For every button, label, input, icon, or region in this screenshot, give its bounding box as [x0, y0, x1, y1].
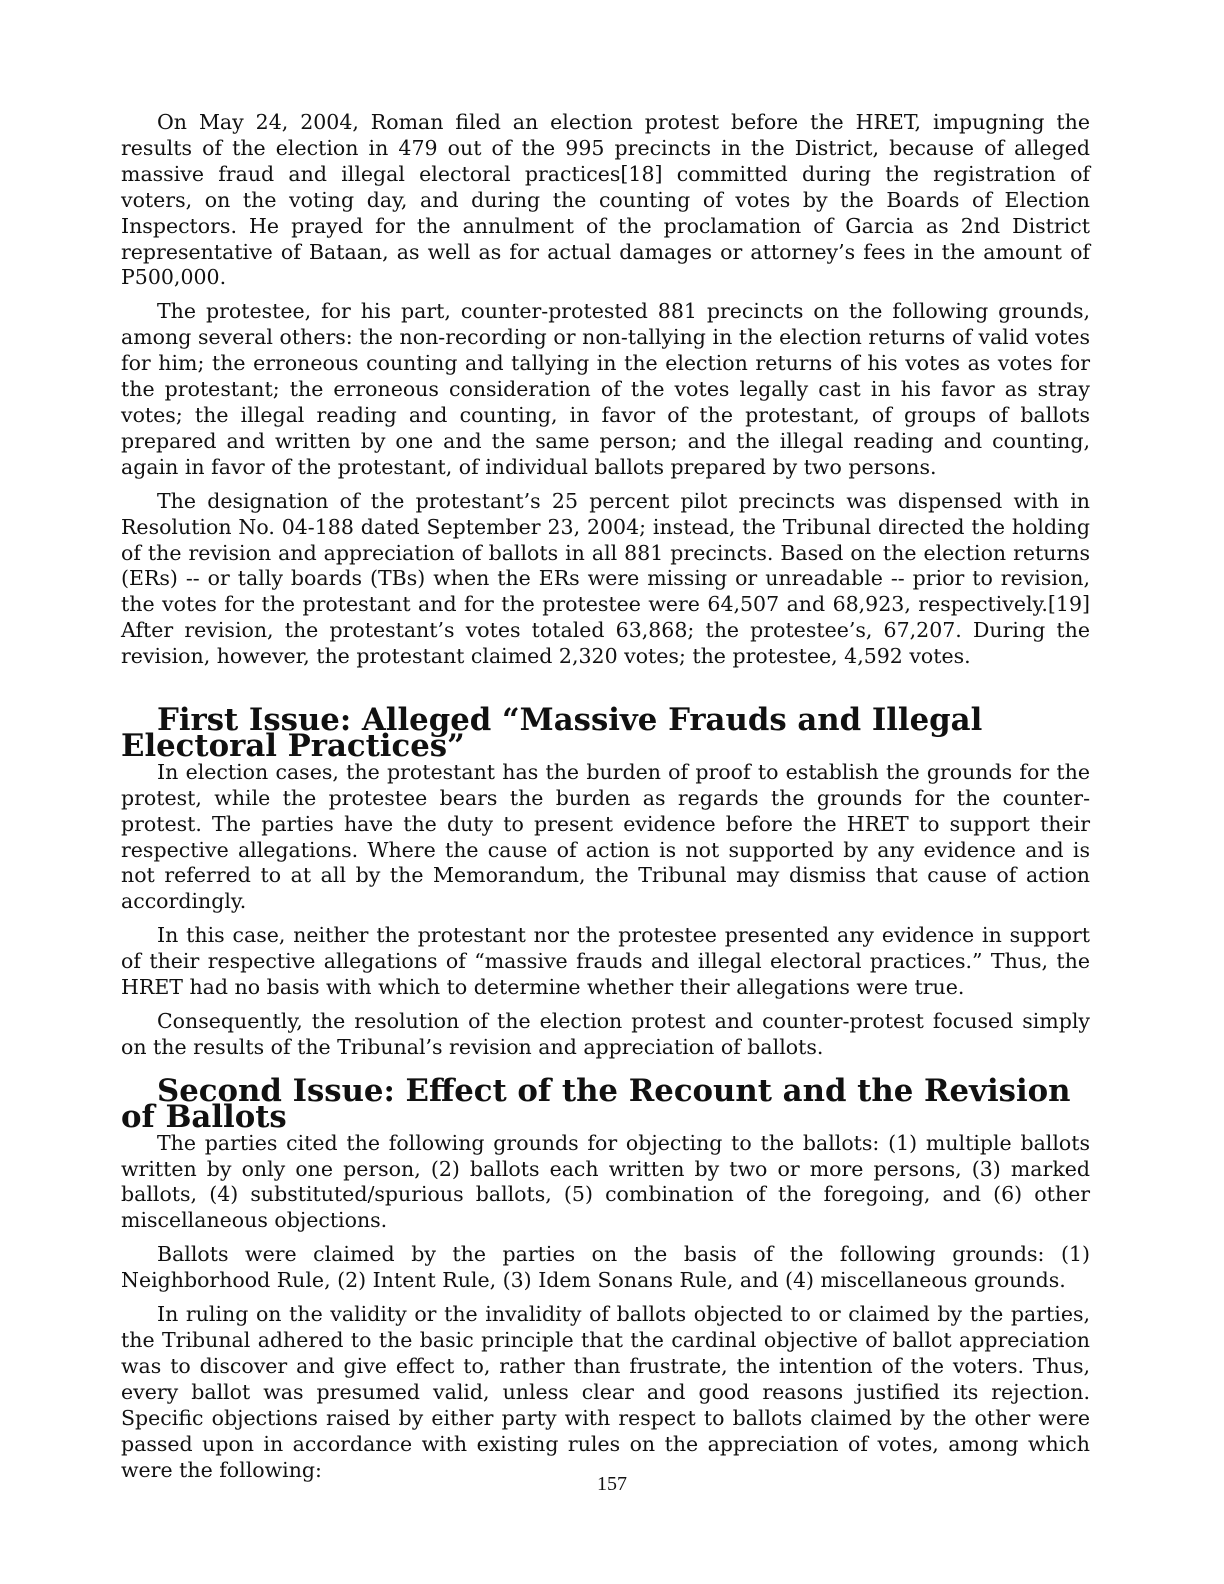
paragraph-burden-of-proof: In election cases, the protestant has the burden of proof to establish the grounds for the protest, while the protestee bears the burden as regards the grounds for the counter-protest. The parties have the duty to present evidence before the HRET to support their respective allegations. Where the cause of action is not supported by any evidence and is not referred to at all by the Memorandum, the Tribunal may dismiss that cause of action accordingly. — [121, 759, 1090, 914]
first-issue-heading: First Issue: Alleged “Massive Frauds and Illegal Electoral Practices” — [121, 702, 983, 764]
second-issue-heading: Second Issue: Effect of the Recount and the Revision of Ballots — [121, 1072, 1071, 1135]
page-number: 157 — [597, 1473, 627, 1495]
paragraph-no-evidence: In this case, neither the protestant nor the protestee presented any evidence in support of their respective allegations of “massive frauds and illegal electoral practices.” Thus, the HRET had no basis with which to determine whether their allegations were true. — [121, 923, 1090, 1000]
paragraph-consequently: Consequently, the resolution of the election protest and counter-protest focused simply on the results of the Tribunal’s revision and appreciation of ballots. — [121, 1009, 1090, 1059]
paragraph-ballot-validity: In ruling on the validity or the invalidity of ballots objected to or claimed by the parties, the Tribunal adhered to the basic principle that the cardinal objective of ballot appreciation was to discover and give effect to, rather than frustrate, the intention of the voters. Thus, every ballot was presumed valid, unless clear and good reasons justified its rejection. Specific objections raised by either party with respect to ballots claimed by the other were passed upon in accordance with existing rules on the appreciation of votes, among which were the following: — [121, 1302, 1090, 1482]
paragraph-counter-protest: The protestee, for his part, counter-protested 881 precincts on the following grounds, among several others: the non-recording or non-tallying in the election returns of valid votes for him; the erroneous counting and tallying in the election returns of his votes as votes for the protestant; the erroneous consideration of the votes legally cast in his favor as stray votes; the illegal reading and counting, in favor of the protestant, of groups of ballots prepared and written by one and the same person; and the illegal reading and counting, again in favor of the protestant, of individual ballots prepared by two persons. — [121, 299, 1090, 479]
paragraph-claim-grounds: Ballots were claimed by the parties on the basis of the following grounds: (1) Neighborhood Rule, (2) Intent Rule, (3) Idem Sonans Rule, and (4) miscellaneous grounds. — [121, 1242, 1090, 1293]
paragraph-pilot-precincts: The designation of the protestant’s 25 percent pilot precincts was dispensed with in Resolution No. 04-188 dated September 23, 2004; instead, the Tribunal directed the holding of the revision and appreciation of ballots in all 881 precincts. Based on the election returns (ERs) -- or tally boards (TBs) when the ERs were missing or unreadable -- prior to revision, the votes for the protestant and for the protestee were 64,507 and 68,923, respectively.[19] After revision, the protestant’s votes totaled 63,868; the protestee’s, 67,207. During the revision, however, the protestant claimed 2,320 votes; the protestee, 4,592 votes. — [121, 488, 1090, 669]
document-page — [121, 110, 1090, 1491]
paragraph-objection-grounds: The parties cited the following grounds for objecting to the ballots: (1) multiple ballots written by only one person, (2) ballots each written by two or more persons, (3) marked ballots, (4) substituted/spurious ballots, (5) combination of the foregoing, and (6) other miscellaneous objections. — [121, 1130, 1090, 1233]
paragraph-election-protest: On May 24, 2004, Roman filed an election protest before the HRET, impugning the results of the election in 479 out of the 995 precincts in the District, because of alleged massive fraud and illegal electoral practices[18] committed during the registration of voters, on the voting day, and during the counting of votes by the Boards of Election Inspectors. He prayed for the annulment of the proclamation of Garcia as 2nd District representative of Bataan, as well as for actual damages or attorney’s fees in the amount of P500,000. — [121, 110, 1090, 290]
